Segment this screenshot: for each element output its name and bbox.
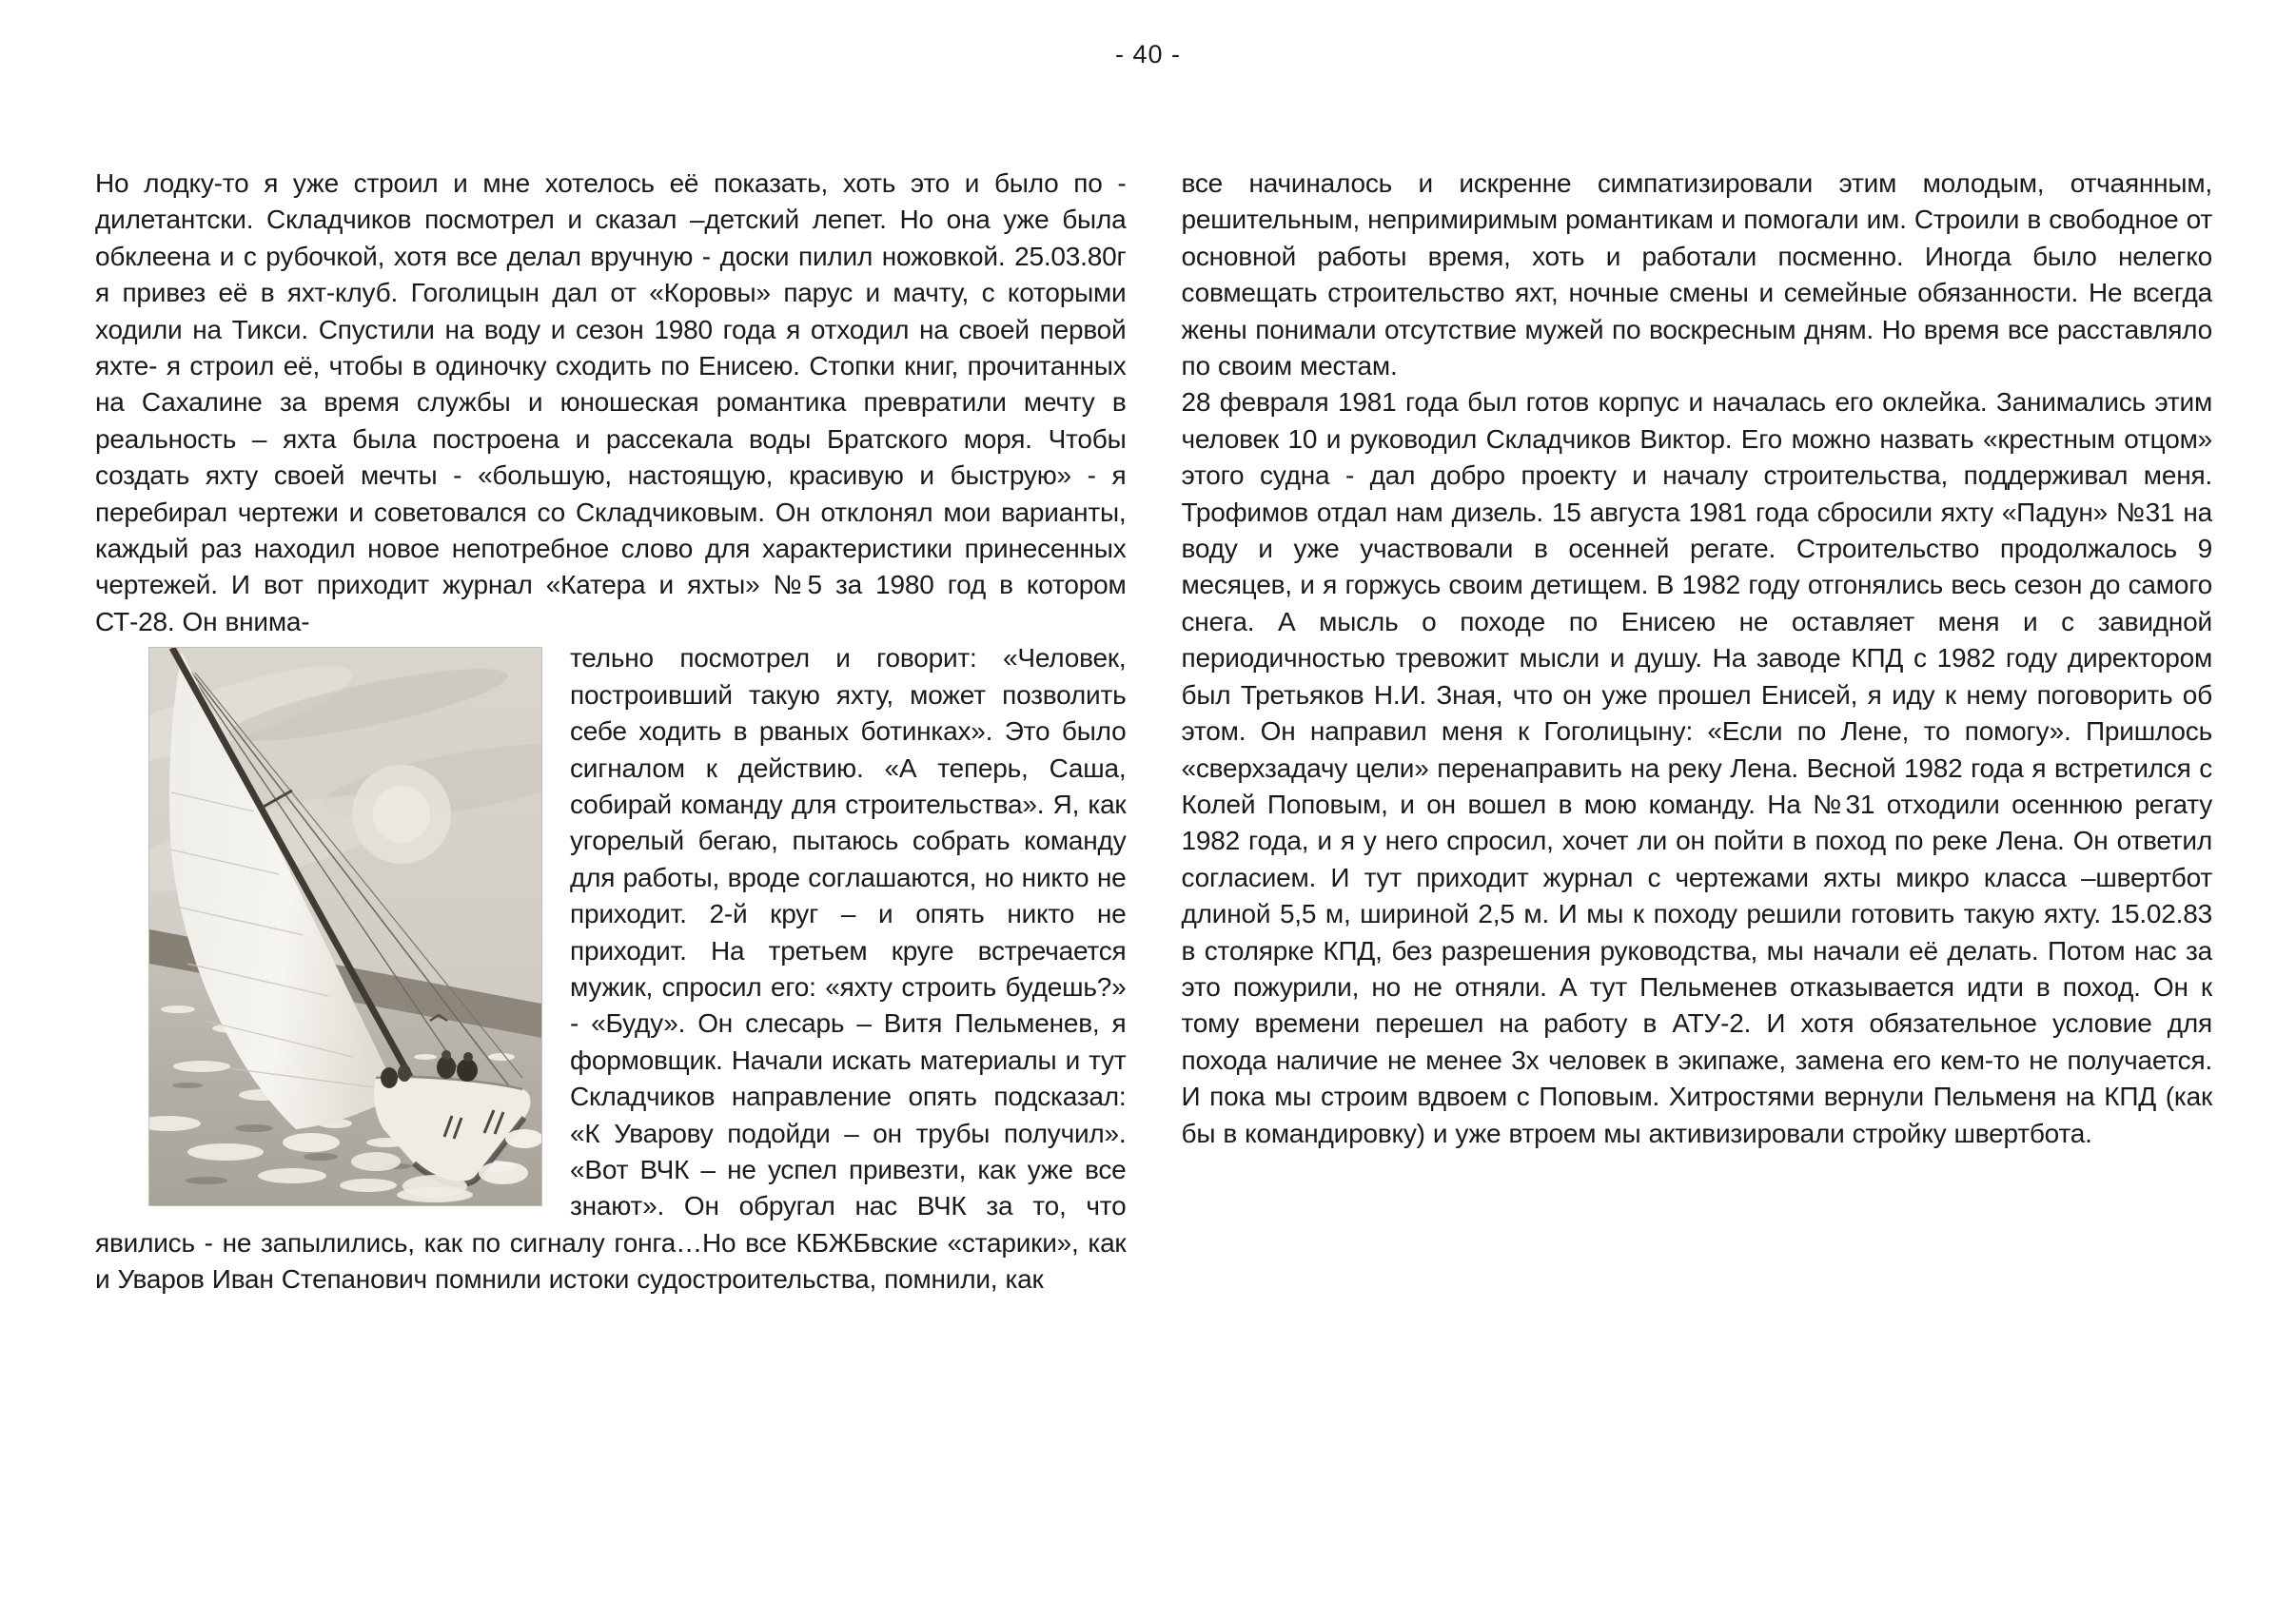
right-column-paragraph-1: все начиналось и искренне симпатизировали этим молодым, отчаянным, решительным, непримиримым романтикам и помогали им. Строили в свободное от основной работы время, хоть и работали посменно. Иногда было нелегко совмещать строительство яхт, ночные смены и семейные обязанности. Не всегда жены понимали отсутствие мужей по воскресным дням. Но время все расставляло по своим местам. xyxy=(1181,168,2212,381)
text-columns xyxy=(95,166,2212,1299)
left-column xyxy=(95,166,1127,1299)
page-number: - 40 - xyxy=(1114,40,1182,68)
right-column-paragraph-2: 28 февраля 1981 года был готов корпус и началась его оклейка. Занимались этим человек 10 и руководил Складчиков Виктор. Его можно назвать «крестным отцом» этого судна - дал добро проекту и началу строительства, поддерживал меня. Трофимов отдал нам дизель. 15 августа 1981 года сбросили яхту «Падун» №31 на воду и уже участвовали в осенней регате. Строительство продолжалось 9 месяцев, и я горжусь своим детищем. В 1982 году отгонялись весь сезон до самого снега. А мысль о походе по Енисею не оставляет меня и с завидной периодичностью тревожит мысли и душу. На заводе КПД с 1982 году директором был Третьяков Н.И. Зная, что он уже прошел Енисей, я иду к нему поговорить об этом. Он направил меня к Гоголицыну: «Если по Лене, то помогу». Пришлось «сверхзадачу цели» перенаправить на реку Лена. Весной 1982 года я встретился с Колей Поповым, и он вошел в мою команду. На №31 отходили осеннюю регату 1982 года, и я у него спросил, хочет ли он пойти в поход по реке Лена. Он ответил согласием. И тут приходит журнал с чертежами яхты микро класса –швертбот длиной 5,5 м, шириной 2,5 м. И мы к походу решили готовить такую яхту. 15.02.83 в столярке КПД, без разрешения руководства, мы начали её делать. Потом нас за это пожурили, но не отняли. А тут Пельменев отказывается идти в поход. Он к тому времени перешел на работу в АТУ-2. И хотя обязательное условие для похода наличие не менее 3х человек в экипаже, замена его кем-то не получается. И пока мы строим вдвоем с Поповым. Хитростями вернули Пельменя на КПД (как бы в командировку) и уже втроем мы активизировали стройку швертбота. xyxy=(1181,387,2212,1148)
paragraph-before-photo: Но лодку-то я уже строил и мне хотелось её показать, хоть это и было по - дилетантски. Складчиков посмотрел и сказал –детский лепет. Но она уже была обклеена и с рубочкой, хотя все делал вручную - доски пилил ножовкой. 25.03.80г я привез её в яхт-клуб. Гоголицын дал от «Коровы» парус и мачту, с которыми ходили на Тикси. Спустили на воду и сезон 1980 года я отходил на своей первой яхте- я строил её, чтобы в одиночку сходить по Енисею. Стопки книг, прочитанных на Сахалине за время службы и юношеская романтика превратили мечту в реальность – яхта была построена и рассекала воды Братского моря. Чтобы создать яхту своей мечты - «большую, настоящую, красивую и быструю» - я перебирал чертежи и советовался со Складчиковым. Он отклонял мои варианты, каждый раз находил новое непотребное слово для характеристики принесенных чертежей. И вот приходит журнал «Катера и яхты» №5 за 1980 год в котором СТ-28. Он внима- xyxy=(95,168,1127,636)
sailboat-photo-graphic xyxy=(149,648,541,1205)
right-column xyxy=(1182,166,2213,1299)
sailboat-photo xyxy=(149,648,541,1205)
paragraph-after-photo: тельно посмотрел и говорит: «Человек, построивший такую яхту, может позволить себе ходить в рваных ботинках». Это было сигналом к действию. «А теперь, Саша, собирай команду для строительства». Я, как угорелый бегаю, пытаюсь собрать команду для работы, вроде соглашаются, но никто не приходит. 2-й круг – и опять никто не приходит. На третьем круге встречается мужик, спросил его: «яхту строить будешь?» - «Буду». Он слесарь – Витя Пельменев, я формовщик. Начали искать материалы и тут Складчиков направление опять подсказал: «К Уварову подойди – он трубы получил». «Вот ВЧК – не успел привезти, как уже все знают». Он обругал нас ВЧК за то, что явились - не запылились, как по сигналу гонга…Но все КБЖБвские «старики», как и Уваров Иван Степанович помнили истоки судостроительства, помнили, как xyxy=(95,643,1127,1295)
